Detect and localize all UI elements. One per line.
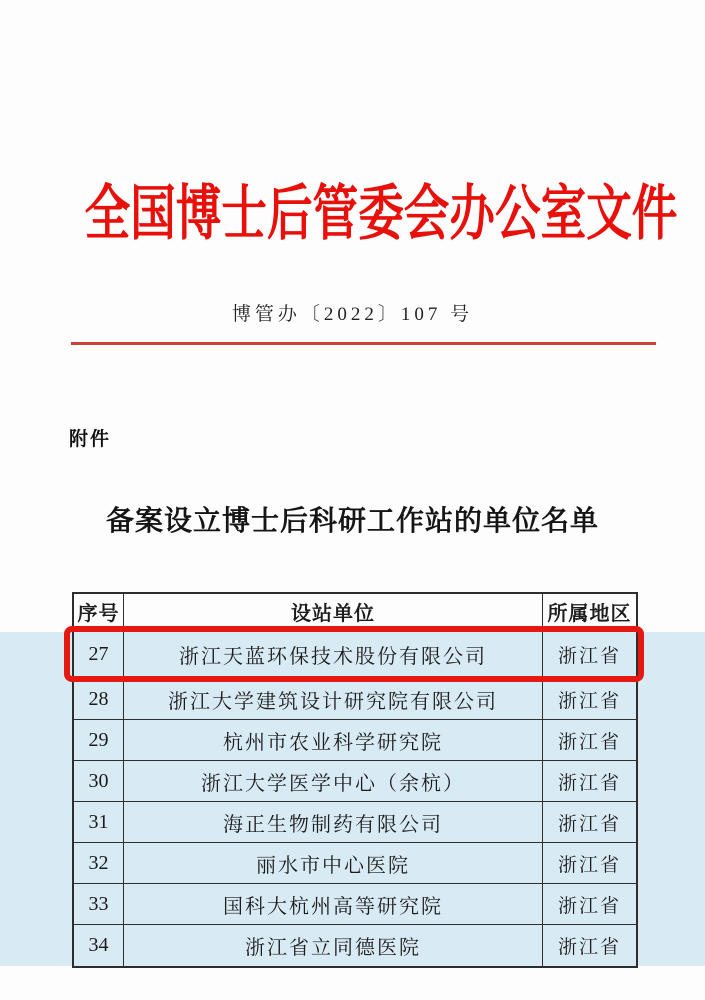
table-row [74, 720, 636, 761]
region-cell: 浙江省 [543, 884, 636, 925]
table-row [74, 630, 636, 679]
document-number: 博管办〔2022〕107 号 [231, 304, 474, 325]
unit-cell: 丽水市中心医院 [124, 843, 543, 884]
region-cell: 浙江省 [543, 720, 636, 761]
region-cell: 浙江省 [543, 679, 636, 720]
table-header-row [74, 594, 636, 630]
table-row [74, 884, 636, 925]
row-index-cell: 31 [74, 802, 124, 843]
region-cell: 浙江省 [543, 630, 636, 679]
header-region: 所属地区 [543, 594, 636, 630]
document-title: 全国博士后管委会办公室文件 [84, 181, 678, 247]
row-index-cell: 34 [74, 925, 124, 966]
table-row [74, 679, 636, 720]
row-index-cell: 33 [74, 884, 124, 925]
unit-cell: 国科大杭州高等研究院 [124, 884, 543, 925]
table-row [74, 802, 636, 843]
units-table [72, 592, 638, 968]
unit-cell: 杭州市农业科学研究院 [124, 720, 543, 761]
row-index-cell: 32 [74, 843, 124, 884]
row-index-cell: 28 [74, 679, 124, 720]
table-row [74, 843, 636, 884]
unit-cell: 海正生物制药有限公司 [124, 802, 543, 843]
row-index-cell: 27 [74, 630, 124, 679]
region-cell: 浙江省 [543, 843, 636, 884]
table-row [74, 761, 636, 802]
unit-cell: 浙江大学医学中心（余杭） [124, 761, 543, 802]
header-unit: 设站单位 [124, 594, 543, 630]
attachment-label: 附件 [69, 429, 112, 450]
unit-cell: 浙江天蓝环保技术股份有限公司 [124, 630, 543, 679]
unit-cell: 浙江省立同德医院 [124, 925, 543, 966]
region-cell: 浙江省 [557, 937, 621, 958]
header-index: 序号 [74, 594, 124, 630]
region-cell: 浙江省 [543, 802, 636, 843]
unit-cell: 浙江大学建筑设计研究院有限公司 [124, 679, 543, 720]
row-index-cell: 29 [74, 720, 124, 761]
red-divider-rule [71, 342, 656, 345]
row-index-cell: 30 [74, 761, 124, 802]
table-row [74, 925, 636, 966]
list-subtitle: 备案设立博士后科研工作站的单位名单 [105, 506, 599, 537]
region-cell: 浙江省 [543, 761, 636, 802]
